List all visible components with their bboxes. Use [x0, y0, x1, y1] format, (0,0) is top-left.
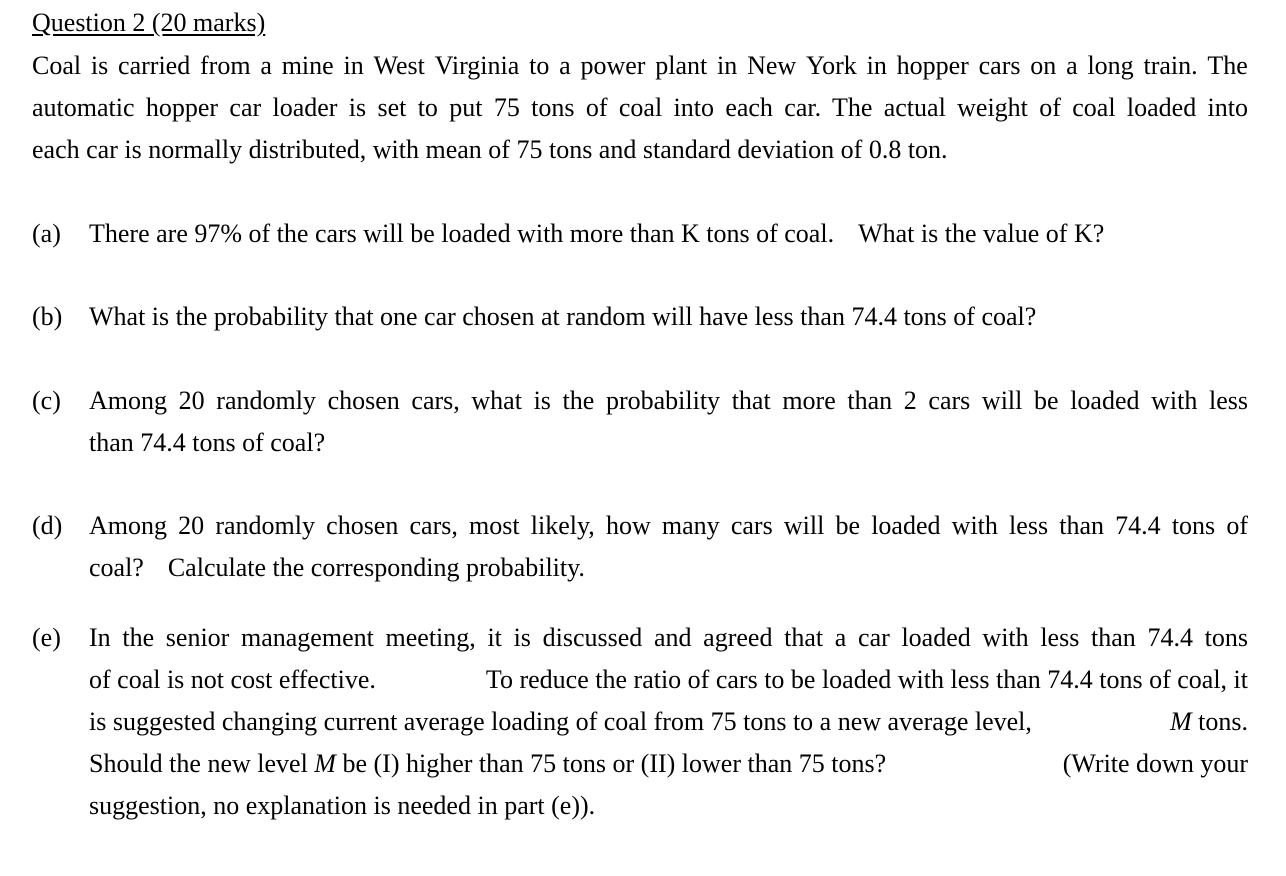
- intro-word: train.: [1143, 51, 1198, 80]
- part-d-coal: coal?: [89, 553, 144, 582]
- part-d-calculate: Calculate the corresponding probability.: [167, 553, 585, 582]
- intro-word: Coal: [32, 51, 82, 80]
- intro-word: carried: [118, 51, 191, 80]
- part-b-text: What is the probability that one car chosen at random will have less than 74.4 tons of coal?: [89, 302, 1037, 331]
- part-e-line-5: suggestion, no explanation is needed in part (e)).: [89, 791, 596, 820]
- intro-word: from: [200, 51, 251, 80]
- intro-word: on: [1030, 51, 1057, 80]
- intro-word: a: [1066, 51, 1078, 80]
- intro-word: a: [260, 51, 272, 80]
- part-e-line-4-c: (Write down your: [1062, 749, 1248, 778]
- part-b-label: (b): [32, 302, 63, 331]
- intro-word: in: [717, 51, 738, 80]
- intro-word: hopper: [896, 51, 969, 80]
- intro-word: York: [805, 51, 857, 80]
- part-e-line-4-b: be (I) higher than 75 tons or (II) lower than 75 tons?: [342, 749, 887, 778]
- part-d-line-2: [89, 551, 585, 585]
- part-e-line-2-b: To reduce the ratio of cars to be loaded with less than 74.4 tons of coal, it: [485, 665, 1248, 694]
- intro-word: cars: [978, 51, 1021, 80]
- intro-line-3: each car is normally distributed, with mean of 75 tons and standard deviation of 0.8 ton.: [32, 135, 948, 164]
- part-a-question-k: What is the value of K?: [858, 219, 1105, 248]
- part-c-line-2: than 74.4 tons of coal?: [89, 428, 326, 457]
- part-a-text: [89, 217, 1104, 251]
- part-e-m-symbol-2: M: [314, 749, 336, 778]
- intro-word: power: [580, 51, 646, 80]
- part-e-line-3-b: tons.: [1198, 707, 1248, 736]
- intro-word: New: [747, 51, 797, 80]
- part-e-line-4: [89, 747, 1248, 781]
- intro-word: West: [373, 51, 425, 80]
- part-e-line-3-a: is suggested changing current average loading of coal from 75 tons to a new average level,: [89, 707, 1032, 736]
- intro-word: The: [1207, 51, 1248, 80]
- intro-word: long: [1087, 51, 1134, 80]
- intro-word: in: [866, 51, 887, 80]
- part-e-line-2: [89, 663, 1248, 697]
- part-e-line-1: In the senior management meeting, it is discussed and agreed that a car loaded with less than 74.4 tons: [89, 623, 1248, 652]
- part-e-m-symbol: M: [1169, 707, 1192, 736]
- part-e-label: (e): [32, 623, 61, 652]
- intro-line-1: [32, 49, 1248, 83]
- part-c-line-1: Among 20 randomly chosen cars, what is the probability that more than 2 cars will be loaded with less: [89, 386, 1248, 415]
- part-e-line-3: [89, 705, 1248, 739]
- intro-word: a: [559, 51, 571, 80]
- part-e-line-4-a: Should the new level: [89, 749, 308, 778]
- part-c-label: (c): [32, 386, 61, 415]
- part-a-label: (a): [32, 219, 61, 248]
- intro-line-2: automatic hopper car loader is set to put 75 tons of coal into each car. The actual weight of coal loaded into: [32, 93, 1248, 122]
- question-title: Question 2 (20 marks): [32, 8, 266, 37]
- intro-word: mine: [281, 51, 334, 80]
- intro-word: to: [529, 51, 550, 80]
- intro-word: plant: [655, 51, 708, 80]
- part-d-label: (d): [32, 511, 63, 540]
- part-d-line-1: Among 20 randomly chosen cars, most likely, how many cars will be loaded with less than 74.4 tons of: [89, 511, 1248, 540]
- part-e-line-2-a: of coal is not cost effective.: [89, 665, 376, 694]
- intro-word: Virginia: [434, 51, 520, 80]
- intro-word: in: [343, 51, 364, 80]
- intro-word: is: [90, 51, 109, 80]
- part-a-question: There are 97% of the cars will be loaded with more than K tons of coal.: [89, 219, 835, 248]
